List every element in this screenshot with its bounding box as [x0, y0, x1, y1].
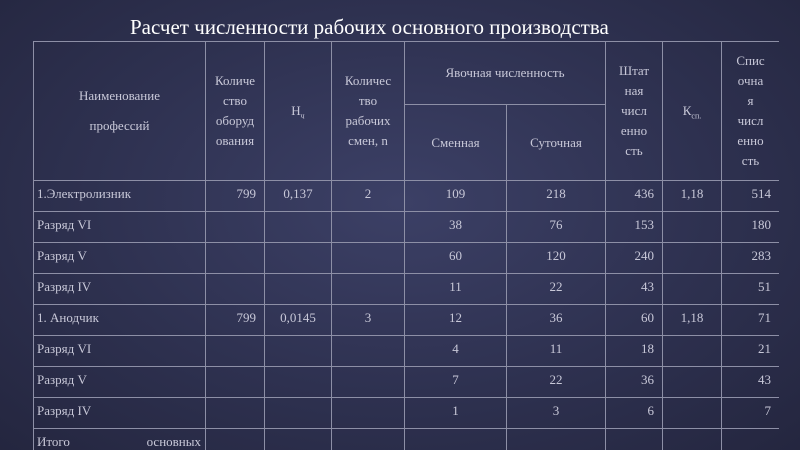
cell-staff: 60	[606, 305, 663, 336]
cell-staff: 240	[606, 243, 663, 274]
header-list-line: очна	[737, 73, 764, 88]
header-norm-sub: ч	[300, 111, 305, 121]
cell-equipment-count	[206, 336, 265, 367]
cell-norm	[265, 367, 332, 398]
cell-daily-attendance: 3	[507, 398, 606, 429]
cell-norm: 0,137	[265, 181, 332, 212]
cell-shift-attendance: 38	[405, 212, 507, 243]
header-equipment-line: Количе	[214, 73, 256, 88]
cell-daily-attendance: 36	[507, 305, 606, 336]
cell-list: 180	[722, 212, 780, 243]
header-list-line: енно	[737, 133, 764, 148]
table-header-row-top	[34, 42, 780, 105]
cell-shifts	[332, 212, 405, 243]
total-label-left: Итого	[37, 434, 70, 449]
cell-profession: Разряд V	[34, 243, 206, 274]
table-cell	[663, 429, 722, 450]
cell-staff: 153	[606, 212, 663, 243]
header-attendance-shift: Сменная	[405, 105, 507, 181]
header-coef	[663, 42, 722, 181]
cell-staff: 6	[606, 398, 663, 429]
cell-coef	[663, 367, 722, 398]
header-profession-line: Наименование	[79, 88, 160, 103]
cell-daily-attendance: 120	[507, 243, 606, 274]
cell-norm	[265, 336, 332, 367]
cell-profession: Разряд IV	[34, 398, 206, 429]
header-norm	[265, 42, 332, 181]
cell-daily-attendance: 22	[507, 274, 606, 305]
cell-equipment-count: 799	[206, 305, 265, 336]
cell-profession: Разряд V	[34, 367, 206, 398]
header-list-line: сть	[741, 153, 760, 168]
cell-shifts	[332, 367, 405, 398]
table-row	[34, 336, 780, 367]
header-staff-line: енно	[620, 123, 648, 138]
cell-coef	[663, 243, 722, 274]
table-row	[34, 274, 780, 305]
header-attendance-daily: Суточная	[507, 105, 606, 181]
cell-norm: 0,0145	[265, 305, 332, 336]
cell-equipment-count: 799	[206, 181, 265, 212]
cell-shift-attendance: 7	[405, 367, 507, 398]
cell-shifts	[332, 336, 405, 367]
header-list	[722, 42, 780, 181]
cell-list: 71	[722, 305, 780, 336]
cell-daily-attendance: 11	[507, 336, 606, 367]
cell-shifts	[332, 243, 405, 274]
cell-daily-attendance: 22	[507, 367, 606, 398]
table-row-total	[34, 429, 780, 450]
header-staff-line: числ	[621, 103, 647, 118]
header-shifts-line: тво	[358, 93, 378, 108]
header-equipment-line: ования	[215, 133, 255, 148]
total-label-right: основных	[146, 434, 201, 449]
cell-staff: 436	[606, 181, 663, 212]
cell-coef	[663, 336, 722, 367]
cell-equipment-count	[206, 243, 265, 274]
header-coef-sub: сп.	[691, 111, 702, 121]
cell-coef	[663, 274, 722, 305]
cell-coef: 1,18	[663, 181, 722, 212]
cell-equipment-count	[206, 398, 265, 429]
table-row	[34, 243, 780, 274]
cell-norm	[265, 243, 332, 274]
header-list-line: я	[747, 93, 754, 108]
cell-norm	[265, 398, 332, 429]
cell-list: 7	[722, 398, 780, 429]
slide-title: Расчет численности рабочих основного производства	[130, 15, 609, 39]
header-norm-main: Н	[291, 103, 301, 118]
cell-list: 283	[722, 243, 780, 274]
cell-staff: 36	[606, 367, 663, 398]
cell-staff: 43	[606, 274, 663, 305]
cell-list: 514	[722, 181, 780, 212]
table-cell	[507, 429, 606, 450]
total-label	[37, 433, 205, 450]
header-shifts-line: рабочих	[345, 113, 391, 128]
cell-shifts	[332, 274, 405, 305]
cell-profession: Разряд IV	[34, 274, 206, 305]
total-label-cell	[34, 429, 206, 450]
table-row	[34, 305, 780, 336]
table-cell	[206, 429, 265, 450]
header-list-line: числ	[737, 113, 764, 128]
header-staff-line: ная	[624, 83, 644, 98]
header-shifts-line: Количес	[344, 73, 392, 88]
cell-shifts: 2	[332, 181, 405, 212]
cell-daily-attendance: 218	[507, 181, 606, 212]
cell-shift-attendance: 109	[405, 181, 507, 212]
table-cell	[606, 429, 663, 450]
staffing-table-container	[33, 41, 779, 450]
header-list-line: Спис	[736, 53, 765, 68]
cell-list: 51	[722, 274, 780, 305]
cell-shift-attendance: 60	[405, 243, 507, 274]
cell-shift-attendance: 4	[405, 336, 507, 367]
table-cell	[405, 429, 507, 450]
cell-daily-attendance: 76	[507, 212, 606, 243]
staffing-table	[33, 41, 779, 450]
header-coef-main: К	[682, 103, 692, 118]
table-cell	[265, 429, 332, 450]
header-profession	[34, 42, 206, 181]
cell-profession: Разряд VI	[34, 212, 206, 243]
header-shifts-line: смен, n	[348, 133, 388, 148]
header-equipment-line: ство	[222, 93, 247, 108]
table-body	[34, 181, 780, 450]
cell-profession: Разряд VI	[34, 336, 206, 367]
header-equipment-count	[206, 42, 265, 181]
cell-equipment-count	[206, 274, 265, 305]
cell-shifts	[332, 398, 405, 429]
cell-shifts: 3	[332, 305, 405, 336]
table-row	[34, 212, 780, 243]
table-cell	[332, 429, 405, 450]
table-row	[34, 367, 780, 398]
header-equipment-line: оборуд	[215, 113, 255, 128]
cell-profession: 1. Анодчик	[34, 305, 206, 336]
cell-norm	[265, 274, 332, 305]
cell-coef: 1,18	[663, 305, 722, 336]
header-profession-line: профессий	[89, 118, 150, 133]
header-attendance-group: Явочная численность	[405, 42, 606, 105]
table-row	[34, 181, 780, 212]
cell-list: 43	[722, 367, 780, 398]
cell-norm	[265, 212, 332, 243]
cell-profession: 1.Электролизник	[34, 181, 206, 212]
cell-shift-attendance: 11	[405, 274, 507, 305]
table-row	[34, 398, 780, 429]
cell-coef	[663, 212, 722, 243]
header-staff-line: Штат	[618, 63, 650, 78]
cell-shift-attendance: 12	[405, 305, 507, 336]
header-shifts	[332, 42, 405, 181]
cell-coef	[663, 398, 722, 429]
cell-equipment-count	[206, 367, 265, 398]
cell-staff: 18	[606, 336, 663, 367]
table-cell	[722, 429, 780, 450]
cell-list: 21	[722, 336, 780, 367]
cell-shift-attendance: 1	[405, 398, 507, 429]
header-staff	[606, 42, 663, 181]
cell-equipment-count	[206, 212, 265, 243]
header-staff-line: сть	[625, 143, 643, 158]
